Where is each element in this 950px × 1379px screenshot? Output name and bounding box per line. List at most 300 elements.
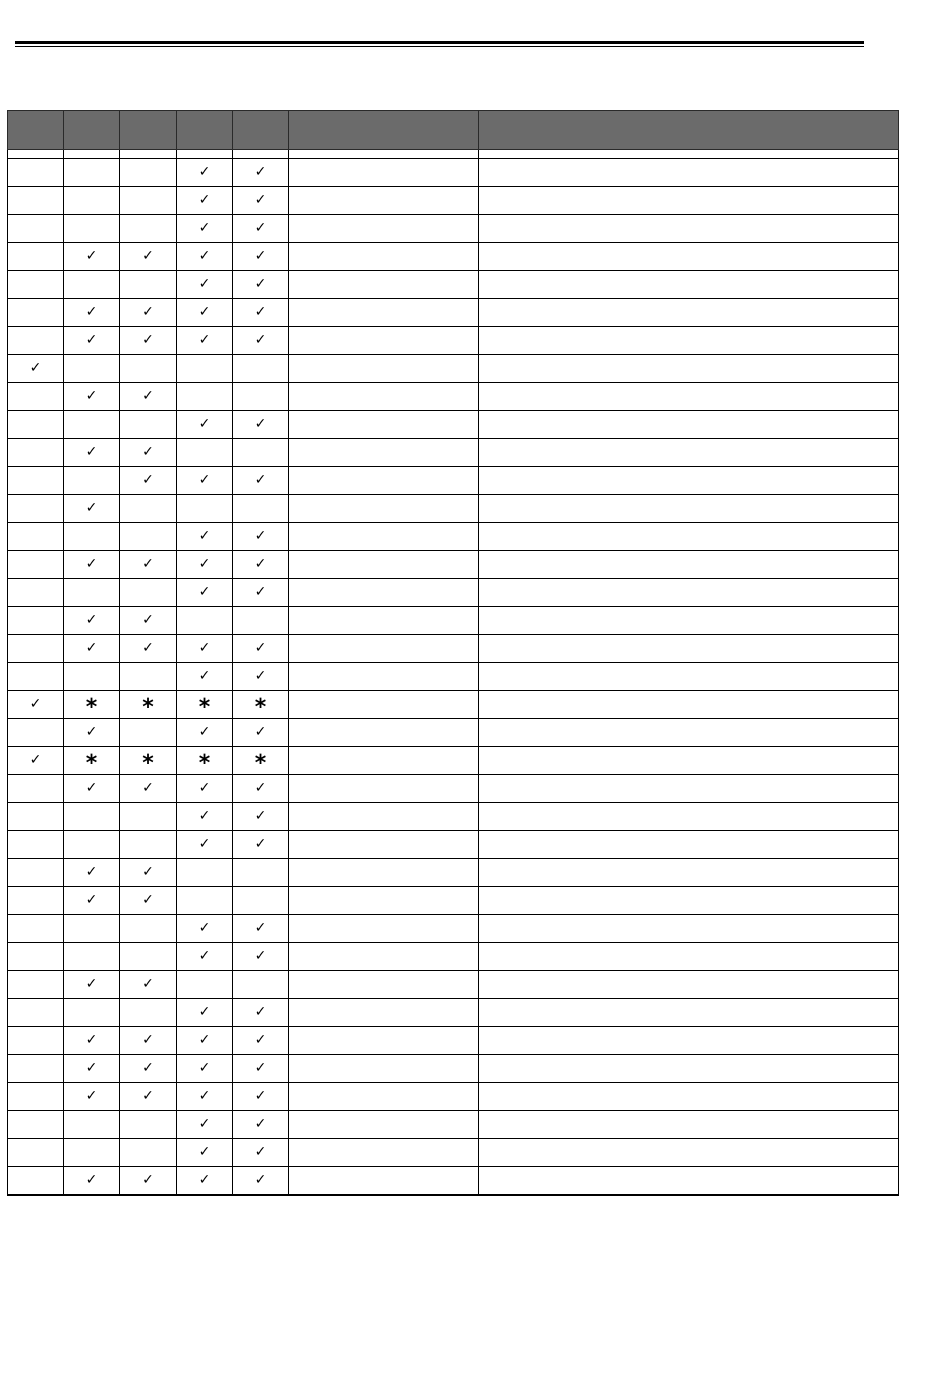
checkmark-icon: ✓ bbox=[142, 471, 154, 488]
table-cell bbox=[177, 943, 233, 971]
checkmark-icon: ✓ bbox=[85, 1087, 98, 1104]
asterisk-icon: * bbox=[85, 750, 98, 775]
table-cell bbox=[64, 299, 120, 327]
table-cell bbox=[233, 150, 289, 159]
table-cell bbox=[233, 439, 289, 467]
table-cell bbox=[64, 1111, 120, 1139]
checkmark-icon: ✓ bbox=[142, 1171, 154, 1188]
table-cell bbox=[479, 943, 899, 971]
table-cell bbox=[479, 1027, 899, 1055]
checkmark-icon: ✓ bbox=[142, 891, 154, 908]
table-cell bbox=[120, 1139, 177, 1167]
table-cell bbox=[233, 607, 289, 635]
table-row bbox=[8, 803, 899, 831]
table-cell bbox=[8, 187, 64, 215]
table-cell bbox=[289, 999, 479, 1027]
table-cell bbox=[289, 635, 479, 663]
table-cell bbox=[120, 1111, 177, 1139]
table-cell bbox=[289, 355, 479, 383]
table-cell bbox=[233, 719, 289, 747]
table-cell bbox=[64, 159, 120, 187]
table-row bbox=[8, 215, 899, 243]
table-cell bbox=[8, 1139, 64, 1167]
asterisk-icon: * bbox=[198, 694, 211, 719]
table-cell bbox=[120, 747, 177, 775]
table-cell bbox=[479, 327, 899, 355]
checkmark-icon: ✓ bbox=[254, 415, 267, 432]
table-cell bbox=[479, 859, 899, 887]
table-cell bbox=[479, 635, 899, 663]
checkmark-icon: ✓ bbox=[29, 751, 42, 768]
table-cell bbox=[479, 411, 899, 439]
table-cell bbox=[233, 803, 289, 831]
table-cell bbox=[8, 383, 64, 411]
table-cell bbox=[233, 1083, 289, 1111]
checkmark-icon: ✓ bbox=[198, 1115, 211, 1132]
table-cell bbox=[120, 915, 177, 943]
table-cell bbox=[177, 467, 233, 495]
table-cell bbox=[8, 747, 64, 775]
table-cell bbox=[233, 635, 289, 663]
table-cell bbox=[120, 355, 177, 383]
checkmark-icon: ✓ bbox=[254, 527, 267, 544]
table-cell bbox=[233, 1139, 289, 1167]
table-cell bbox=[8, 607, 64, 635]
table-cell bbox=[177, 1027, 233, 1055]
table-cell bbox=[177, 383, 233, 411]
table-cell bbox=[8, 719, 64, 747]
table-cell bbox=[8, 551, 64, 579]
table-cell bbox=[479, 831, 899, 859]
table-cell bbox=[177, 551, 233, 579]
table-row bbox=[8, 943, 899, 971]
checkmark-icon: ✓ bbox=[254, 835, 267, 852]
checkmark-icon: ✓ bbox=[254, 807, 267, 824]
table-cell bbox=[120, 943, 177, 971]
checkmark-icon: ✓ bbox=[142, 1031, 154, 1048]
table-cell bbox=[64, 271, 120, 299]
checkmark-icon: ✓ bbox=[254, 1087, 267, 1104]
table-cell bbox=[177, 719, 233, 747]
table-row bbox=[8, 411, 899, 439]
checkmark-icon: ✓ bbox=[254, 667, 267, 684]
table-cell bbox=[177, 999, 233, 1027]
table-cell bbox=[479, 915, 899, 943]
table-cell bbox=[289, 187, 479, 215]
table-cell bbox=[177, 271, 233, 299]
table-spacer-row bbox=[8, 150, 899, 159]
table-cell bbox=[8, 495, 64, 523]
table-row bbox=[8, 523, 899, 551]
table-cell bbox=[289, 467, 479, 495]
table-cell bbox=[120, 243, 177, 271]
checkmark-icon: ✓ bbox=[198, 723, 211, 740]
table-row bbox=[8, 1167, 899, 1196]
table-cell bbox=[233, 1167, 289, 1196]
checkmark-icon: ✓ bbox=[254, 219, 267, 236]
checkmark-icon: ✓ bbox=[254, 639, 267, 656]
checkmark-icon: ✓ bbox=[85, 1171, 98, 1188]
table-cell bbox=[177, 915, 233, 943]
table-cell bbox=[289, 719, 479, 747]
table-row bbox=[8, 327, 899, 355]
table-row bbox=[8, 775, 899, 803]
checkmark-icon: ✓ bbox=[198, 163, 211, 180]
table-cell bbox=[120, 887, 177, 915]
table-cell bbox=[64, 439, 120, 467]
table-cell bbox=[64, 943, 120, 971]
checkmark-icon: ✓ bbox=[85, 1059, 98, 1076]
compatibility-table bbox=[7, 110, 899, 1196]
column-header bbox=[233, 111, 289, 150]
table-cell bbox=[233, 887, 289, 915]
table-cell bbox=[120, 271, 177, 299]
checkmark-icon: ✓ bbox=[85, 639, 98, 656]
table-cell bbox=[177, 635, 233, 663]
table-cell bbox=[120, 607, 177, 635]
checkmark-icon: ✓ bbox=[142, 611, 154, 628]
checkmark-icon: ✓ bbox=[85, 779, 98, 796]
table-cell bbox=[120, 327, 177, 355]
table-row bbox=[8, 1055, 899, 1083]
checkmark-icon: ✓ bbox=[85, 555, 98, 572]
table-cell bbox=[289, 243, 479, 271]
checkmark-icon: ✓ bbox=[85, 1031, 98, 1048]
checkmark-icon: ✓ bbox=[142, 779, 154, 796]
checkmark-icon: ✓ bbox=[85, 499, 98, 516]
table-cell bbox=[8, 299, 64, 327]
table-cell bbox=[177, 299, 233, 327]
table-cell bbox=[177, 691, 233, 719]
table-cell bbox=[64, 495, 120, 523]
table-cell bbox=[233, 551, 289, 579]
table-cell bbox=[479, 691, 899, 719]
table-cell bbox=[120, 467, 177, 495]
table-cell bbox=[233, 271, 289, 299]
table-cell bbox=[120, 187, 177, 215]
checkmark-icon: ✓ bbox=[198, 1031, 211, 1048]
checkmark-icon: ✓ bbox=[198, 919, 211, 936]
table-cell bbox=[120, 999, 177, 1027]
table-cell bbox=[177, 327, 233, 355]
table-cell bbox=[120, 971, 177, 999]
table-cell bbox=[64, 831, 120, 859]
asterisk-icon: * bbox=[254, 694, 267, 719]
table-cell bbox=[64, 635, 120, 663]
table-cell bbox=[479, 1167, 899, 1196]
table-cell bbox=[289, 1083, 479, 1111]
table-cell bbox=[289, 747, 479, 775]
table-cell bbox=[289, 607, 479, 635]
table-cell bbox=[479, 299, 899, 327]
table-cell bbox=[233, 579, 289, 607]
table-cell bbox=[8, 915, 64, 943]
checkmark-icon: ✓ bbox=[198, 807, 211, 824]
table-cell bbox=[8, 1111, 64, 1139]
table-cell bbox=[233, 1055, 289, 1083]
table-cell bbox=[233, 999, 289, 1027]
column-header bbox=[177, 111, 233, 150]
checkmark-icon: ✓ bbox=[198, 331, 211, 348]
table-row bbox=[8, 1139, 899, 1167]
table-cell bbox=[8, 859, 64, 887]
checkmark-icon: ✓ bbox=[198, 1143, 211, 1160]
table-cell bbox=[289, 943, 479, 971]
checkmark-icon: ✓ bbox=[142, 387, 154, 404]
table-cell bbox=[8, 775, 64, 803]
table-row bbox=[8, 971, 899, 999]
table-cell bbox=[8, 271, 64, 299]
checkmark-icon: ✓ bbox=[85, 303, 98, 320]
table-cell bbox=[177, 523, 233, 551]
table-cell bbox=[120, 1167, 177, 1196]
table-cell bbox=[233, 243, 289, 271]
table-cell bbox=[120, 551, 177, 579]
checkmark-icon: ✓ bbox=[85, 863, 98, 880]
table-cell bbox=[177, 215, 233, 243]
table-cell bbox=[289, 663, 479, 691]
table-cell bbox=[64, 579, 120, 607]
table-row bbox=[8, 999, 899, 1027]
checkmark-icon: ✓ bbox=[142, 443, 154, 460]
checkmark-icon: ✓ bbox=[85, 331, 98, 348]
table-cell bbox=[177, 150, 233, 159]
table-cell bbox=[479, 243, 899, 271]
checkmark-icon: ✓ bbox=[254, 1171, 267, 1188]
table-row bbox=[8, 887, 899, 915]
table-cell bbox=[177, 663, 233, 691]
table-cell bbox=[120, 775, 177, 803]
table-cell bbox=[8, 411, 64, 439]
table-row bbox=[8, 271, 899, 299]
checkmark-icon: ✓ bbox=[254, 191, 267, 208]
table-cell bbox=[479, 551, 899, 579]
checkmark-icon: ✓ bbox=[198, 947, 211, 964]
table-row bbox=[8, 159, 899, 187]
column-header bbox=[289, 111, 479, 150]
table-cell bbox=[479, 719, 899, 747]
checkmark-icon: ✓ bbox=[254, 1031, 267, 1048]
checkmark-icon: ✓ bbox=[85, 975, 98, 992]
asterisk-icon: * bbox=[198, 750, 211, 775]
table-cell bbox=[177, 607, 233, 635]
table-cell bbox=[177, 831, 233, 859]
table-cell bbox=[120, 719, 177, 747]
checkmark-icon: ✓ bbox=[142, 639, 154, 656]
table-cell bbox=[479, 383, 899, 411]
checkmark-icon: ✓ bbox=[198, 639, 211, 656]
checkmark-icon: ✓ bbox=[254, 555, 267, 572]
table-row bbox=[8, 299, 899, 327]
table-cell bbox=[64, 1055, 120, 1083]
table-cell bbox=[177, 159, 233, 187]
checkmark-icon: ✓ bbox=[142, 331, 154, 348]
table-cell bbox=[233, 831, 289, 859]
table-cell bbox=[8, 150, 64, 159]
checkmark-icon: ✓ bbox=[29, 695, 42, 712]
checkmark-icon: ✓ bbox=[198, 275, 211, 292]
table-cell bbox=[64, 803, 120, 831]
table-cell bbox=[120, 383, 177, 411]
asterisk-icon: * bbox=[142, 750, 154, 775]
table-row bbox=[8, 1083, 899, 1111]
checkmark-icon: ✓ bbox=[254, 723, 267, 740]
table-cell bbox=[479, 439, 899, 467]
table-row bbox=[8, 831, 899, 859]
table-cell bbox=[233, 859, 289, 887]
checkmark-icon: ✓ bbox=[198, 583, 211, 600]
table-cell bbox=[8, 831, 64, 859]
table-cell bbox=[120, 439, 177, 467]
table-cell bbox=[64, 747, 120, 775]
table-cell bbox=[289, 803, 479, 831]
table-cell bbox=[8, 663, 64, 691]
table-cell bbox=[177, 887, 233, 915]
table-cell bbox=[289, 1139, 479, 1167]
table-cell bbox=[177, 971, 233, 999]
table-row bbox=[8, 635, 899, 663]
table-cell bbox=[233, 327, 289, 355]
table-cell bbox=[233, 159, 289, 187]
table-row bbox=[8, 663, 899, 691]
table-cell bbox=[64, 523, 120, 551]
table-cell bbox=[289, 299, 479, 327]
table-cell bbox=[120, 859, 177, 887]
table-cell bbox=[289, 150, 479, 159]
table-cell bbox=[8, 971, 64, 999]
table-row bbox=[8, 579, 899, 607]
table-cell bbox=[120, 150, 177, 159]
checkmark-icon: ✓ bbox=[142, 975, 154, 992]
column-header bbox=[8, 111, 64, 150]
table-cell bbox=[479, 803, 899, 831]
checkmark-icon: ✓ bbox=[142, 247, 154, 264]
table-cell bbox=[177, 243, 233, 271]
table-cell bbox=[479, 159, 899, 187]
table-cell bbox=[120, 523, 177, 551]
table-cell bbox=[8, 999, 64, 1027]
table-cell bbox=[177, 187, 233, 215]
table-cell bbox=[8, 215, 64, 243]
table-cell bbox=[233, 467, 289, 495]
checkmark-icon: ✓ bbox=[142, 555, 154, 572]
table-row bbox=[8, 1027, 899, 1055]
table-cell bbox=[8, 1167, 64, 1196]
table-cell bbox=[289, 523, 479, 551]
checkmark-icon: ✓ bbox=[29, 359, 42, 376]
table-cell bbox=[233, 1027, 289, 1055]
table-cell bbox=[177, 1139, 233, 1167]
table-cell bbox=[8, 467, 64, 495]
table-cell bbox=[64, 383, 120, 411]
table-cell bbox=[64, 355, 120, 383]
checkmark-icon: ✓ bbox=[254, 1059, 267, 1076]
table-row bbox=[8, 243, 899, 271]
table-cell bbox=[479, 607, 899, 635]
table-cell bbox=[177, 747, 233, 775]
table-cell bbox=[64, 1027, 120, 1055]
table-cell bbox=[289, 1111, 479, 1139]
table-cell bbox=[479, 215, 899, 243]
checkmark-icon: ✓ bbox=[198, 835, 211, 852]
table-cell bbox=[479, 887, 899, 915]
table-cell bbox=[64, 775, 120, 803]
checkmark-icon: ✓ bbox=[198, 1087, 211, 1104]
table-cell bbox=[233, 383, 289, 411]
checkmark-icon: ✓ bbox=[254, 275, 267, 292]
checkmark-icon: ✓ bbox=[254, 471, 267, 488]
table-cell bbox=[289, 775, 479, 803]
table-cell bbox=[177, 803, 233, 831]
table-cell bbox=[289, 327, 479, 355]
checkmark-icon: ✓ bbox=[198, 219, 211, 236]
table-cell bbox=[479, 495, 899, 523]
checkmark-icon: ✓ bbox=[198, 667, 211, 684]
table-cell bbox=[233, 355, 289, 383]
table-row bbox=[8, 187, 899, 215]
table-cell bbox=[64, 691, 120, 719]
table-cell bbox=[120, 495, 177, 523]
checkmark-icon: ✓ bbox=[142, 863, 154, 880]
asterisk-icon: * bbox=[85, 694, 98, 719]
table-cell bbox=[479, 150, 899, 159]
table-cell bbox=[177, 1111, 233, 1139]
table-cell bbox=[233, 1111, 289, 1139]
checkmark-icon: ✓ bbox=[85, 611, 98, 628]
table-cell bbox=[8, 579, 64, 607]
table-row bbox=[8, 859, 899, 887]
table-cell bbox=[479, 1111, 899, 1139]
table-cell bbox=[64, 1167, 120, 1196]
table-cell bbox=[479, 663, 899, 691]
table-cell bbox=[289, 1055, 479, 1083]
table-cell bbox=[177, 1055, 233, 1083]
table-cell bbox=[120, 663, 177, 691]
table-cell bbox=[233, 215, 289, 243]
table-cell bbox=[64, 887, 120, 915]
table-cell bbox=[64, 1083, 120, 1111]
table-cell bbox=[64, 663, 120, 691]
table-cell bbox=[8, 243, 64, 271]
checkmark-icon: ✓ bbox=[254, 947, 267, 964]
table-cell bbox=[177, 495, 233, 523]
table-cell bbox=[120, 159, 177, 187]
table-row bbox=[8, 719, 899, 747]
checkmark-icon: ✓ bbox=[254, 331, 267, 348]
table-cell bbox=[177, 579, 233, 607]
table-cell bbox=[8, 355, 64, 383]
checkmark-icon: ✓ bbox=[254, 1143, 267, 1160]
checkmark-icon: ✓ bbox=[142, 1059, 154, 1076]
table-cell bbox=[64, 971, 120, 999]
table-cell bbox=[289, 215, 479, 243]
table-cell bbox=[64, 150, 120, 159]
table-cell bbox=[120, 803, 177, 831]
table-cell bbox=[479, 1055, 899, 1083]
table-cell bbox=[289, 159, 479, 187]
table-cell bbox=[479, 579, 899, 607]
table-cell bbox=[233, 495, 289, 523]
checkmark-icon: ✓ bbox=[198, 1003, 211, 1020]
checkmark-icon: ✓ bbox=[198, 1059, 211, 1076]
table-cell bbox=[289, 271, 479, 299]
table-cell bbox=[479, 271, 899, 299]
checkmark-icon: ✓ bbox=[198, 247, 211, 264]
checkmark-icon: ✓ bbox=[142, 303, 154, 320]
table-cell bbox=[64, 915, 120, 943]
table-cell bbox=[8, 803, 64, 831]
table-row bbox=[8, 551, 899, 579]
